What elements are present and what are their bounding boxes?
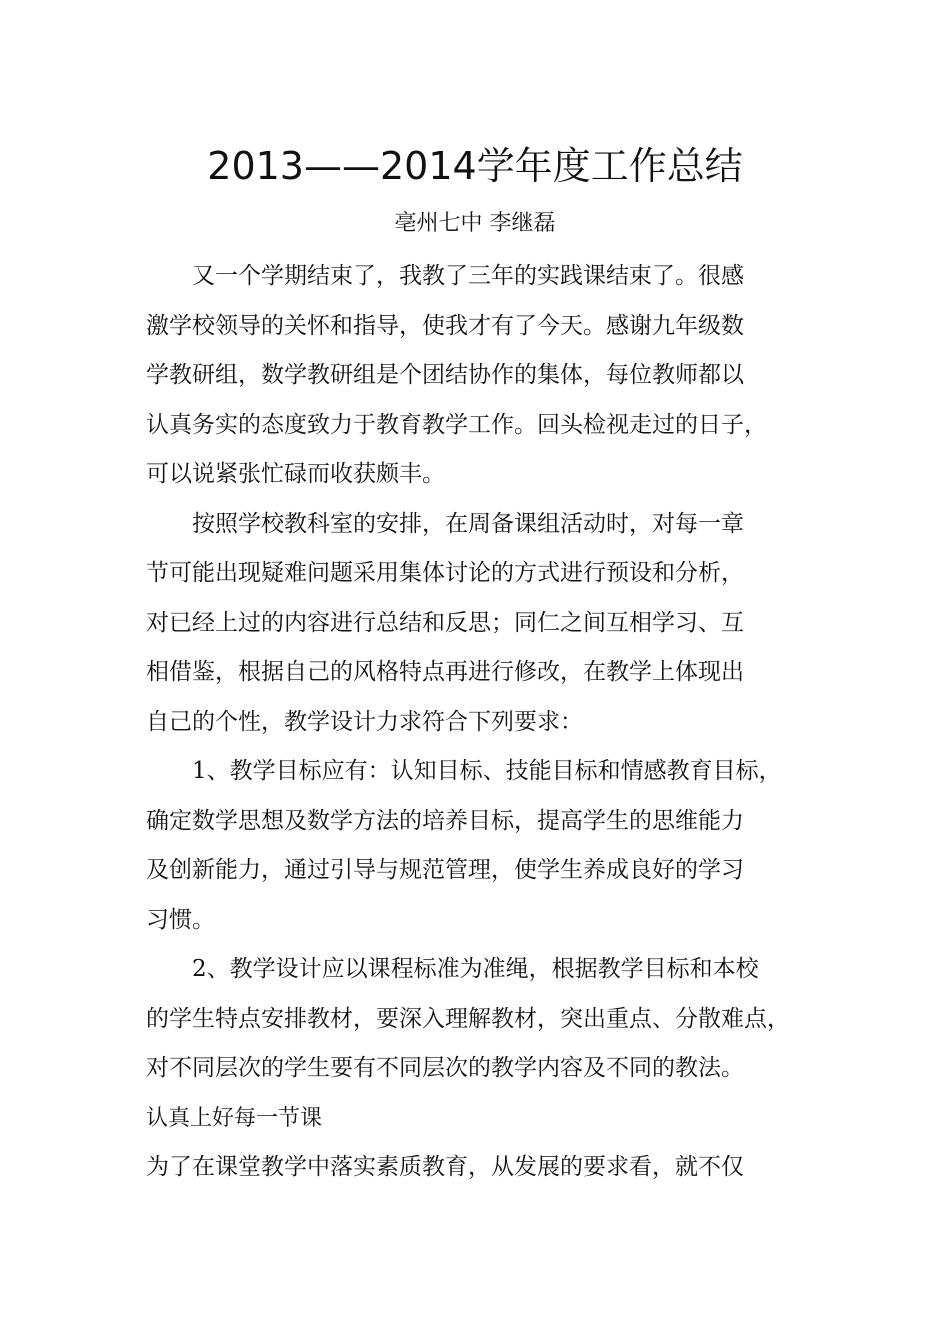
author-line: 亳州七中 李继磊 xyxy=(394,211,556,236)
text-line: 习惯。 xyxy=(146,906,215,933)
document-body xyxy=(146,252,806,1193)
text-line: 学教研组，数学教研组是个团结协作的集体，每位教师都以 xyxy=(146,362,744,388)
paragraph-item-2 xyxy=(146,945,806,1094)
text-line: 的学生特点安排教材，要深入理解教材，突出重点、分散难点， xyxy=(146,1005,790,1032)
section-heading: 认真上好每一节课 xyxy=(146,1105,323,1131)
text-line: 为了在课堂教学中落实素质教育，从发展的要求看，就不仅 xyxy=(146,1154,744,1180)
paragraph-lesson-prep xyxy=(146,500,806,748)
text-line: 自己的个性，教学设计力求符合下列要求： xyxy=(146,708,583,735)
text-line: 又一个学期结束了，我教了三年的实践课结束了。很感 xyxy=(192,263,744,289)
text-line: 1、教学目标应有：认知目标、技能目标和情感教育目标， xyxy=(192,758,782,784)
text-line: 对不同层次的学生要有不同层次的教学内容及不同的教法。 xyxy=(146,1055,744,1081)
text-line: 对已经上过的内容进行总结和反思；同仁之间互相学习、互 xyxy=(146,609,744,636)
text-line: 2、教学设计应以课程标准为准绳，根据教学目标和本校 xyxy=(192,956,759,982)
text-line: 激学校领导的关怀和指导，使我才有了今天。感谢九年级数 xyxy=(146,312,744,339)
text-line: 按照学校教科室的安排，在周备课组活动时，对每一章 xyxy=(192,510,744,537)
text-line: 相借鉴，根据自己的风格特点再进行修改，在教学上体现出 xyxy=(146,659,744,685)
text-line: 可以说紧张忙碌而收获颇丰。 xyxy=(146,461,445,487)
text-line: 节可能出现疑难问题采用集体讨论的方式进行预设和分析， xyxy=(146,560,744,586)
paragraph-item-1 xyxy=(146,747,806,945)
text-line: 认真务实的态度致力于教育教学工作。回头检视走过的日子， xyxy=(146,411,767,438)
text-line: 及创新能力，通过引导与规范管理，使学生养成良好的学习 xyxy=(146,857,744,883)
paragraph-intro xyxy=(146,252,806,500)
text-line: 确定数学思想及数学方法的培养目标，提高学生的思维能力 xyxy=(146,807,744,834)
page-title: 2013——2014学年度工作总结 xyxy=(207,144,743,188)
paragraph-classroom xyxy=(146,1143,806,1193)
